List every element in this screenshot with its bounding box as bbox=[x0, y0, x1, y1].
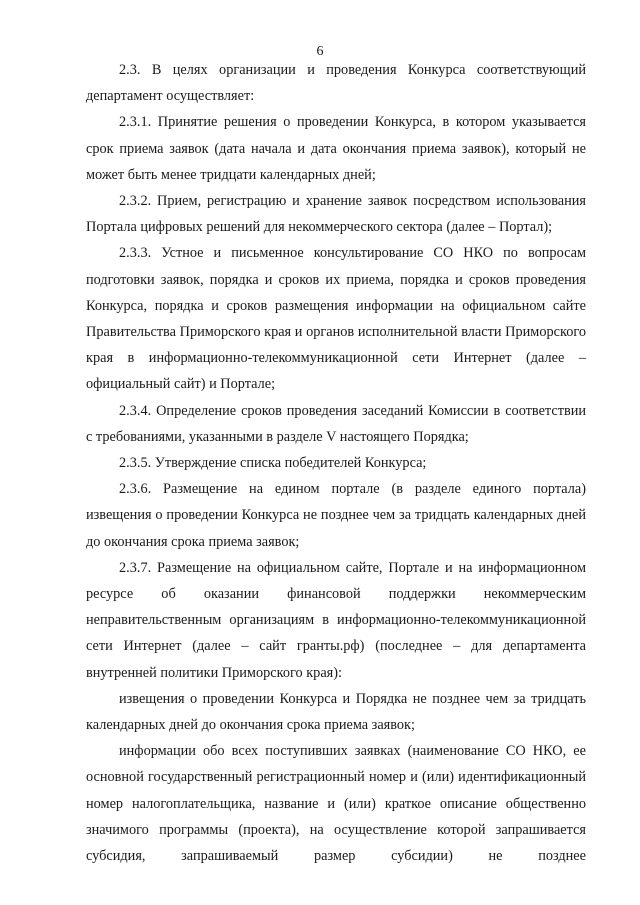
document-body bbox=[86, 57, 586, 869]
paragraph-2-3-5: 2.3.5. Утверждение списка победителей Конкурса; bbox=[119, 455, 427, 472]
paragraph-2-3-7: 2.3.7. Размещение на официальном сайте, Портале и на информационном ресурсе об оказании финансовой поддержки некоммерческим неправительственным организациям в информационно-телекоммуникационной сети Интернет (далее – сайт гранты.рф) (последнее – для департамента внутренней политики Приморского края): bbox=[86, 559, 586, 681]
paragraph-2-3-3: 2.3.3. Устное и письменное консультирование СО НКО по вопросам подготовки заявок, порядка и сроков их приема, порядка и сроков проведения Конкурса, порядка и сроков размещения информации на официальном сайте Правительства Приморского края и органов исполнительной власти Приморского края в информационно-телекоммуникационной сети Интернет (далее – официальный сайт) и Портале; bbox=[86, 245, 586, 393]
paragraph-applications-info-item: информации обо всех поступивших заявках (наименование СО НКО, ее основной государственный регистрационный номер и (или) идентификационный номер налогоплательщика, название и (или) краткое описание общественно значимого программы (проекта), на осуществление которой запрашивается субсидия, запрашиваемый размер субсидии) не позднее bbox=[86, 743, 586, 865]
paragraph-2-3-2: 2.3.2. Прием, регистрацию и хранение заявок посредством использования Портала цифровых решений для некоммерческого сектора (далее – Портал); bbox=[86, 193, 586, 236]
paragraph-2-3: 2.3. В целях организации и проведения Конкурса соответствующий департамент осуществляет: bbox=[86, 62, 586, 105]
paragraph-announcement-item: извещения о проведении Конкурса и Порядка не позднее чем за тридцать календарных дней до окончания срока приема заявок; bbox=[86, 690, 586, 734]
paragraph-2-3-6: 2.3.6. Размещение на едином портале (в разделе единого портала) извещения о проведении Конкурса не позднее чем за тридцать календарных дней до окончания срока приема заявок; bbox=[86, 481, 586, 550]
paragraph-2-3-1: 2.3.1. Принятие решения о проведении Конкурса, в котором указывается срок приема заявок (дата начала и дата окончания приема заявок), который не может быть менее тридцати календарных дней; bbox=[86, 114, 586, 183]
page-number: 6 bbox=[316, 44, 324, 59]
paragraph-2-3-4: 2.3.4. Определение сроков проведения заседаний Комиссии в соответствии с требованиями, указанными в разделе V настоящего Порядка; bbox=[86, 402, 586, 445]
